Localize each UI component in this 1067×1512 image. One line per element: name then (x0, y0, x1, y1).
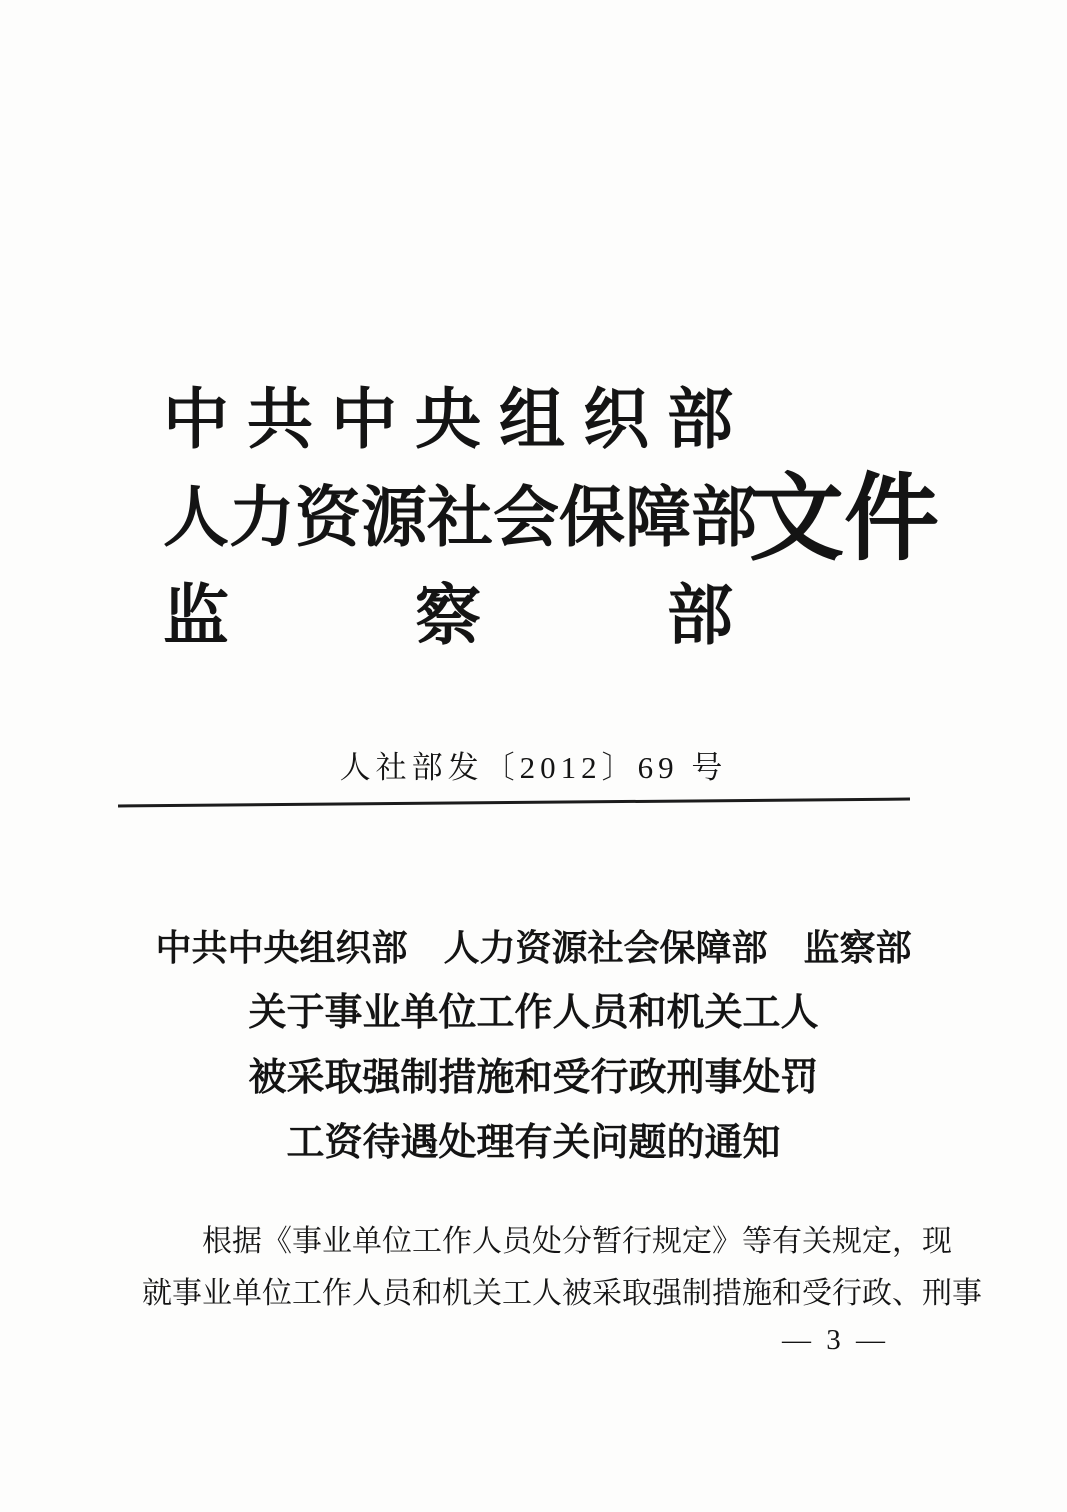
document-number: 人社部发〔2012〕69 号 (339, 750, 728, 785)
title-line-4: 工资待遇处理有关问题的通知 (286, 1122, 781, 1164)
body-line-2: 就事业单位工作人员和机关工人被采取强制措施和受行政、刑事 (142, 1277, 982, 1310)
title-line-issuing-orgs: 中共中央组织部 人力资源社会保障部 监察部 (155, 928, 912, 968)
org-name-human-resources-social-security-ministry: 人力资源社会保障部 (163, 482, 757, 555)
letterhead (163, 372, 939, 666)
org-name-central-organization-dept: 中共中央组织部 (163, 384, 733, 457)
body-line-1: 根据《事业单位工作人员处分暂行规定》等有关规定，现 (202, 1225, 952, 1258)
page-number: — 3 — (782, 1324, 889, 1356)
title-line-3: 被采取强制措施和受行政刑事处罚 (248, 1057, 819, 1099)
body-paragraph (142, 1216, 982, 1320)
document-type-label: 文件 (749, 465, 940, 572)
document-title (0, 916, 1067, 1176)
title-line-2: 关于事业单位工作人员和机关工人 (248, 992, 819, 1034)
org-name-supervision-ministry: 监察部 (163, 580, 733, 653)
letterhead-divider-rule (118, 798, 910, 808)
issuing-org-names (163, 372, 757, 666)
